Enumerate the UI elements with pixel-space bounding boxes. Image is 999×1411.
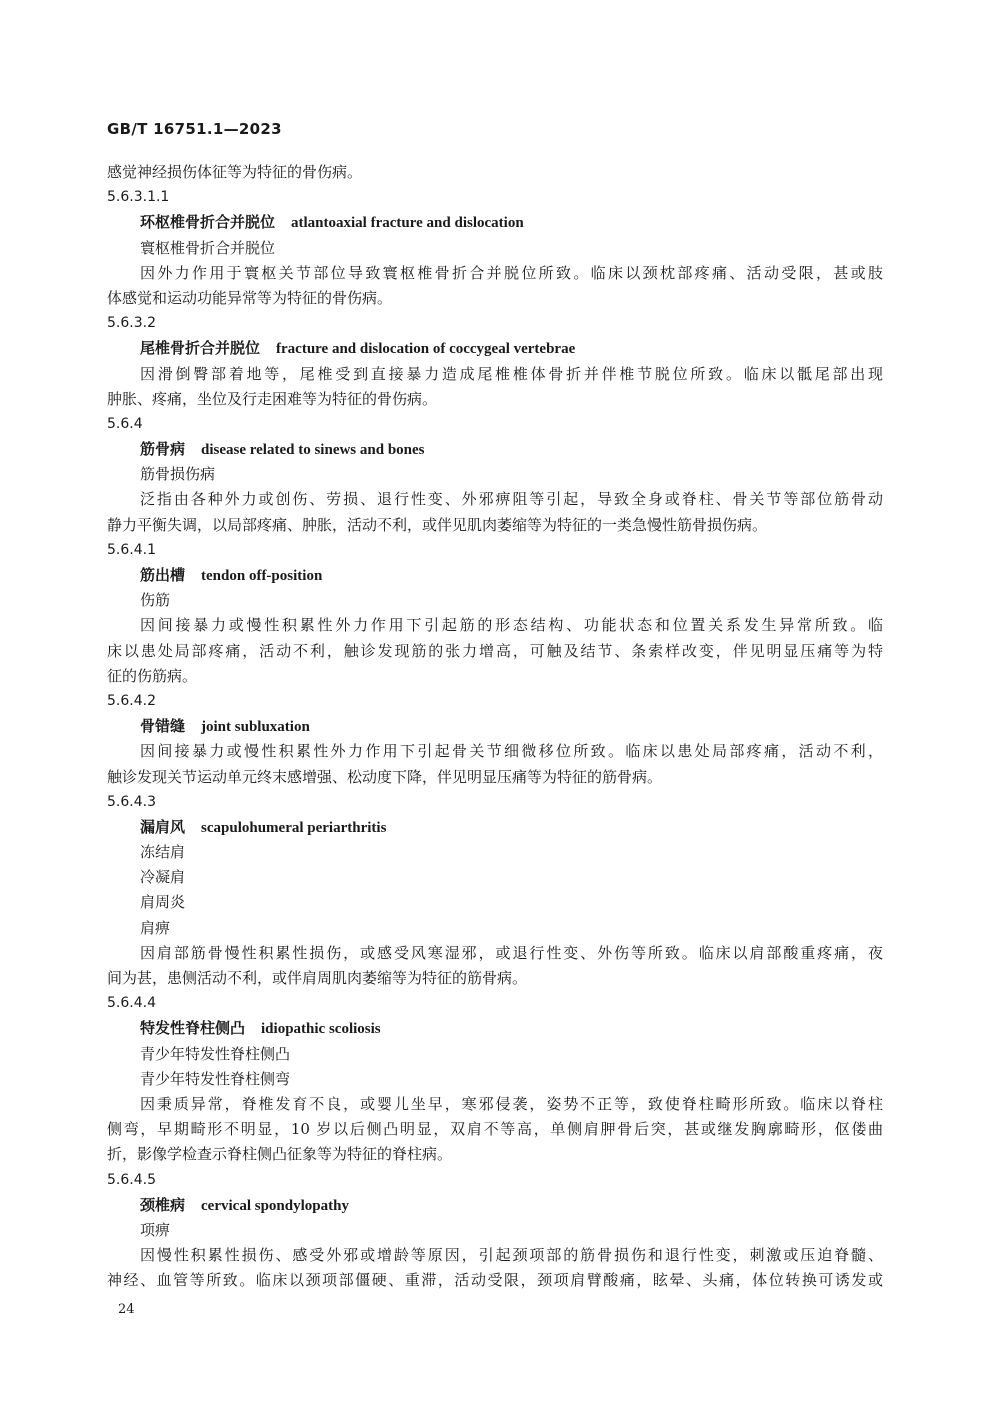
term-line bbox=[107, 815, 883, 840]
term-en: fracture and dislocation of coccygeal vertebrae bbox=[276, 341, 576, 358]
definition-line: 间为甚，患侧活动不利，或伴肩周肌肉萎缩等为特征的筋骨病。 bbox=[107, 969, 528, 987]
term-en: atlantoaxial fracture and dislocation bbox=[291, 215, 524, 232]
synonym-line: 筋骨损伤病 bbox=[140, 465, 216, 484]
definition-line: 因慢性积累性损伤、感受外邪或增龄等原因，引起颈项部的筋骨损伤和退行性变，刺激或压迫脊髓、 bbox=[140, 1246, 883, 1265]
term-en: joint subluxation bbox=[201, 719, 310, 736]
definition-line: 征的伤筋病。 bbox=[107, 666, 198, 685]
term-zh: 骨错缝 bbox=[140, 717, 186, 736]
definition-line: 床以患处局部疼痛，活动不利，触诊发现筋的张力增高，可触及结节、条索样改变，伴见明显压痛等为特 bbox=[107, 641, 883, 660]
document-body bbox=[107, 160, 883, 1293]
term-line bbox=[107, 1193, 883, 1218]
term-en: idiopathic scoliosis bbox=[261, 1021, 381, 1038]
definition-line: 神经、血管等所致。临床以颈项部僵硬、重滞，活动受限，颈项肩臂酸痛，眩晕、头痛，体位转换可诱发或 bbox=[107, 1271, 883, 1290]
definition-line: 泛指由各种外力或创伤、劳损、退行性变、外邪痹阻等引起，导致全身或脊柱、骨关节等部位筋骨动 bbox=[140, 490, 883, 509]
term-zh: 环枢椎骨折合并脱位 bbox=[140, 213, 276, 232]
synonym-line: 青少年特发性脊柱侧凸 bbox=[140, 1044, 291, 1063]
synonym-line: 伤筋 bbox=[140, 591, 171, 610]
definition-line: 因外力作用于寰枢关节部位导致寰枢椎骨折合并脱位所致。临床以颈枕部疼痛、活动受限，甚或肢 bbox=[140, 263, 883, 282]
synonym-line: 项痹 bbox=[140, 1220, 171, 1239]
term-zh: 尾椎骨折合并脱位 bbox=[140, 339, 261, 358]
definition-line: 侧弯，早期畸形不明显，10 岁以后侧凸明显，双肩不等高，单侧肩胛骨后突，甚或继发胸廓畸形，伛偻曲 bbox=[107, 1120, 883, 1139]
definition-line: 因间接暴力或慢性积累性外力作用下引起筋的形态结构、功能状态和位置关系发生异常所致。临 bbox=[140, 616, 883, 635]
page-number: 24 bbox=[118, 1302, 135, 1317]
definition-line: 静力平衡失调，以局部疼痛、肿胀，活动不利，或伴见肌肉萎缩等为特征的一类急慢性筋骨损伤病。 bbox=[107, 515, 768, 534]
definition-line: 因秉质异常，脊椎发育不良，或婴儿坐早，寒邪侵袭，姿势不正等，致使脊柱畸形所致。临床以脊柱 bbox=[140, 1094, 883, 1113]
clause-number: 5.6.4.5 bbox=[107, 1171, 156, 1188]
definition-line: 感觉神经损伤体征等为特征的骨伤病。 bbox=[107, 163, 363, 181]
clause-number: 5.6.3.2 bbox=[107, 315, 156, 332]
term-zh: 筋出槽 bbox=[140, 566, 186, 584]
term-line bbox=[107, 714, 883, 739]
definition-line: 因肩部筋骨慢性积累性损伤，或感受风寒湿邪，或退行性变、外伤等所致。临床以肩部酸重疼痛，夜 bbox=[140, 943, 883, 962]
term-zh: 颈椎病 bbox=[140, 1195, 186, 1214]
definition-line: 因间接暴力或慢性积累性外力作用下引起骨关节细微移位所致。临床以患处局部疼痛，活动不利， bbox=[140, 742, 883, 761]
term-en: disease related to sinews and bones bbox=[201, 442, 425, 459]
term-zh: 特发性脊柱侧凸 bbox=[140, 1019, 246, 1038]
term-en: scapulohumeral periarthritis bbox=[201, 819, 387, 836]
term-line bbox=[107, 210, 883, 235]
synonym-line: 冷凝肩 bbox=[140, 868, 186, 887]
term-line bbox=[107, 336, 883, 361]
document-header: GB/T 16751.1—2023 bbox=[107, 120, 282, 138]
term-en: cervical spondylopathy bbox=[201, 1197, 349, 1214]
term-line bbox=[107, 1016, 883, 1041]
term-line bbox=[107, 437, 883, 462]
synonym-line: 肩周炎 bbox=[140, 893, 186, 912]
synonym-line: 肩痹 bbox=[140, 918, 171, 937]
definition-line: 触诊发现关节运动单元终末感增强、松动度下降，伴见明显压痛等为特征的筋骨病。 bbox=[107, 767, 663, 786]
term-zh: 筋骨病 bbox=[140, 440, 186, 459]
term-zh: 漏肩风 bbox=[140, 817, 186, 836]
clause-number: 5.6.3.1.1 bbox=[107, 189, 170, 206]
synonym-line: 冻结肩 bbox=[140, 843, 186, 862]
definition-line: 折，影像学检查示脊柱侧凸征象等为特征的脊柱病。 bbox=[107, 1145, 453, 1164]
definition-line: 体感觉和运动功能异常等为特征的骨伤病。 bbox=[107, 288, 393, 307]
term-line bbox=[107, 563, 883, 588]
definition-line: 肿胀、疼痛，坐位及行走困难等为特征的骨伤病。 bbox=[107, 389, 438, 408]
clause-number: 5.6.4.1 bbox=[107, 541, 156, 558]
clause-number: 5.6.4 bbox=[107, 415, 143, 432]
term-en: tendon off-position bbox=[201, 568, 323, 584]
synonym-line: 青少年特发性脊柱侧弯 bbox=[140, 1069, 291, 1088]
definition-line: 因滑倒臀部着地等，尾椎受到直接暴力造成尾椎椎体骨折并伴椎节脱位所致。临床以骶尾部出现 bbox=[140, 364, 883, 383]
synonym-line: 寰枢椎骨折合并脱位 bbox=[140, 238, 276, 257]
clause-number: 5.6.4.4 bbox=[107, 995, 156, 1012]
clause-number: 5.6.4.3 bbox=[107, 793, 156, 810]
clause-number: 5.6.4.2 bbox=[107, 692, 156, 709]
